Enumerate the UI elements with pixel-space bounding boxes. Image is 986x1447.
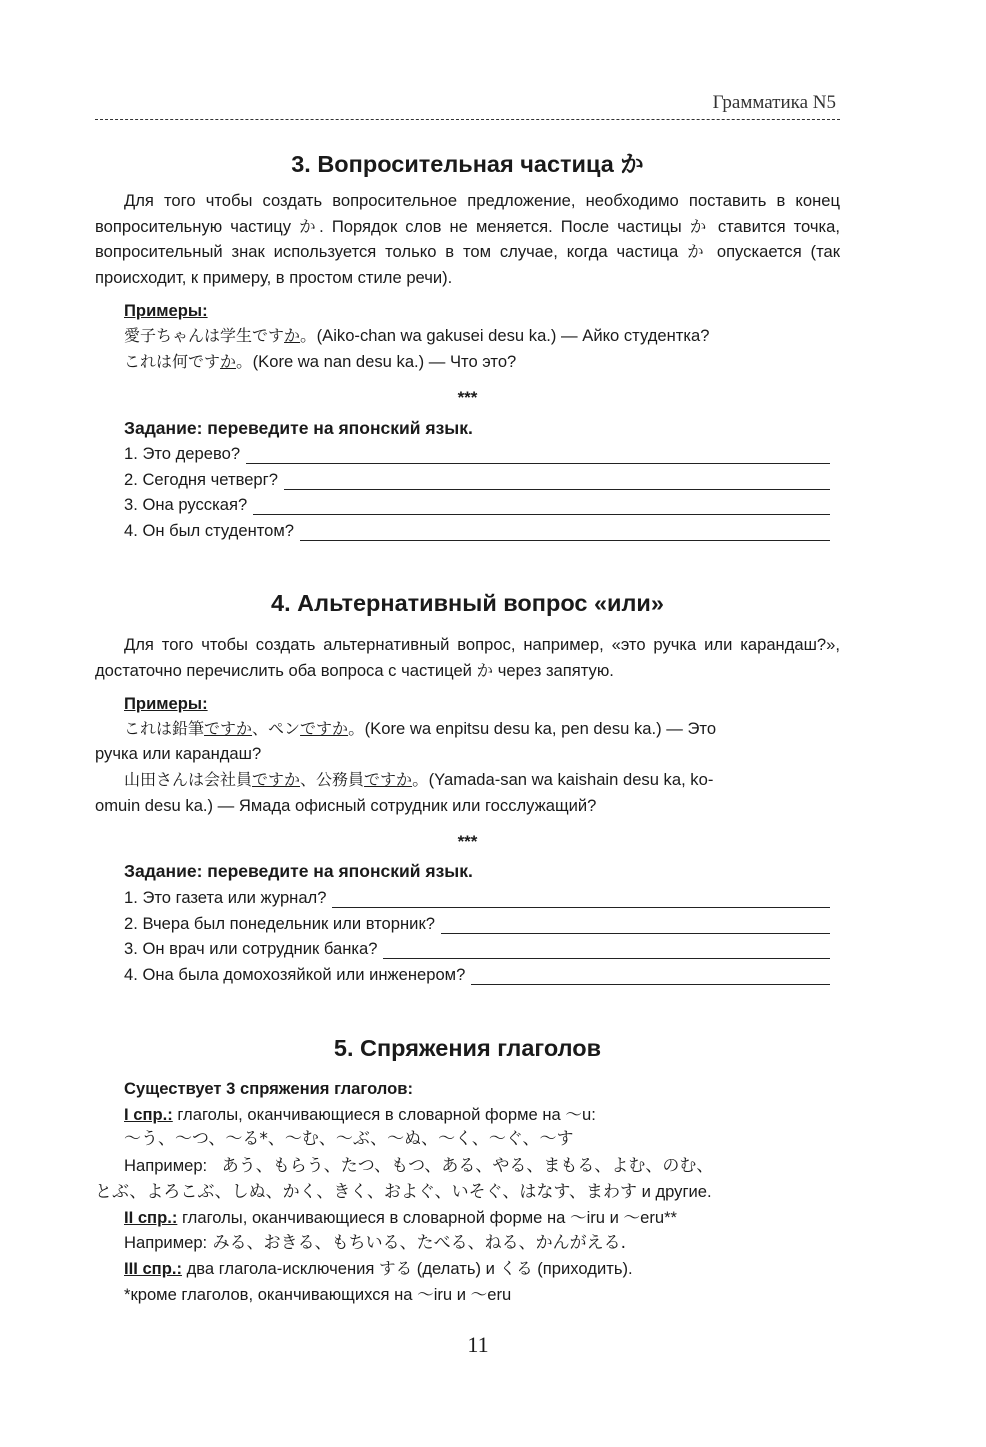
task-question: 3. Она русская? — [124, 495, 248, 514]
example-1-japanese-2: 、ペン — [252, 719, 301, 738]
example-2-japanese-2: 、公務員 — [300, 770, 365, 789]
example-2-translation: 。(Yamada-san wa kaishain desu ka, ko- — [412, 770, 714, 789]
answer-blank[interactable] — [246, 449, 830, 464]
example-2-desuka: ですか — [252, 770, 301, 789]
conjugation-1-examples-continued — [95, 1179, 712, 1206]
section-4-task-title: Задание: переведите на японский язык. — [124, 861, 473, 881]
section-3-title: 3. Вопросительная частица か — [291, 151, 644, 177]
task-question: 4. Он был студентом? — [124, 521, 295, 540]
conjugation-1-text: глаголы, оканчивающиеся в словарной форме на ～u: — [172, 1105, 596, 1124]
example-1-japanese: 愛子ちゃんは学生です — [124, 326, 285, 345]
conjugation-2-examples — [124, 1230, 626, 1257]
examples-japanese: みる、おきる、もちいる、たべる、ねる、かんがえる. — [207, 1233, 626, 1253]
answer-blank[interactable] — [383, 944, 830, 959]
conjugation-2-label: II спр.: — [124, 1208, 178, 1227]
section-4-example-1 — [124, 716, 716, 742]
section-3-example-2 — [124, 349, 516, 375]
task-question: 1. Это дерево? — [124, 444, 241, 463]
conjugation-2-line — [124, 1205, 677, 1231]
task-question: 1. Это газета или журнал? — [124, 888, 327, 907]
examples-label: Например: — [124, 1156, 208, 1175]
example-1-translation: 。(Kore wa enpitsu desu ka, pen desu ka.) — Это — [348, 719, 717, 738]
conjugation-1-line — [124, 1102, 596, 1128]
example-1-particle: か — [284, 326, 301, 345]
section-4-title: 4. Альтернативный вопрос «или» — [271, 590, 664, 616]
examples-label: Например: — [124, 1233, 208, 1252]
example-2-japanese: これは何です — [124, 352, 221, 371]
section-4-task-row — [124, 914, 830, 934]
page-number: 11 — [467, 1332, 489, 1357]
example-1-japanese: これは鉛筆 — [124, 719, 205, 738]
section-4-intro: Для того чтобы создать альтернативный вопрос, например, «это ручка или карандаш?», достаточно перечислить оба вопроса с частицей か через запятую. — [95, 635, 840, 680]
footnote: *кроме глаголов, оканчивающихся на ～iru и ～eru — [124, 1285, 512, 1304]
section-3-examples-label: Примеры: — [124, 301, 208, 320]
section-5-lead: Существует 3 спряжения глаголов: — [124, 1079, 413, 1098]
section-3-task-row — [124, 495, 830, 515]
conjugation-1-examples — [124, 1153, 713, 1180]
section-4-example-2-continued: omuin desu ka.) — Ямада офисный сотрудник или госслужащий? — [95, 796, 597, 815]
example-2-translation: 。(Kore wa nan desu ka.) — Что это? — [236, 352, 517, 371]
section-3-task-row — [124, 470, 830, 490]
section-5-title: 5. Спряжения глаголов — [333, 1035, 602, 1061]
task-question: 2. Сегодня четверг? — [124, 470, 278, 489]
section-4-separator: *** — [457, 832, 478, 851]
header-dashed-rule — [95, 119, 840, 120]
section-4-task-row — [124, 888, 830, 908]
example-2-japanese: 山田さんは会社員 — [124, 770, 253, 789]
section-4-task-row — [124, 939, 830, 959]
conjugation-3-text: два глагола-исключения する (делать) и くる (приходить). — [181, 1259, 633, 1278]
section-4-task-row — [124, 965, 830, 985]
section-3-task-title: Задание: переведите на японский язык. — [124, 418, 473, 438]
example-1-desuka-2: ですか — [300, 719, 349, 738]
conjugation-3-line — [124, 1256, 633, 1282]
running-header: Грамматика N5 — [712, 92, 836, 113]
task-question: 2. Вчера был понедельник или вторник? — [124, 914, 435, 933]
section-3-task-row — [124, 444, 830, 464]
section-4-example-2 — [124, 767, 713, 793]
conjugation-1-label: I спр.: — [124, 1105, 173, 1124]
section-3-separator: *** — [457, 388, 478, 407]
task-question: 4. Она была домохозяйкой или инженером? — [124, 965, 466, 984]
examples-japanese-2: とぶ、よろこぶ、しぬ、かく、きく、およぐ、いそぐ、はなす、まわす — [95, 1182, 637, 1202]
section-4-examples-label: Примеры: — [124, 694, 208, 713]
answer-blank[interactable] — [253, 500, 830, 515]
answer-blank[interactable] — [284, 475, 830, 490]
examples-japanese: あう、もらう、たつ、もつ、ある、やる、まもる、よむ、のむ、 — [221, 1156, 714, 1176]
conjugation-3-label: III спр.: — [124, 1259, 182, 1278]
answer-blank[interactable] — [471, 970, 830, 985]
example-2-particle: か — [220, 352, 237, 371]
answer-blank[interactable] — [332, 893, 830, 908]
conjugation-2-text: глаголы, оканчивающиеся в словарной форме на ～iru и ～eru** — [177, 1208, 678, 1227]
examples-tail: и другие. — [636, 1182, 712, 1201]
conjugation-1-endings: ～う、～つ、～る*、～む、～ぶ、～ぬ、～く、～ぐ、～す — [124, 1129, 574, 1149]
answer-blank[interactable] — [300, 526, 830, 541]
example-1-translation: 。(Aiko-chan wa gakusei desu ka.) — Айко студентка? — [300, 326, 710, 345]
section-3-task-row — [124, 521, 830, 541]
task-question: 3. Он врач или сотрудник банка? — [124, 939, 378, 958]
section-3-intro: Для того чтобы создать вопросительное предложение, необходимо поставить в конец вопросительную частицу か. Порядок слов не меняется. После частицы か ставится точка, вопросительный знак используется только в том случае, когда частица か опускается (так происходит, к примеру, в простом стиле речи). — [95, 191, 840, 287]
example-1-desuka: ですか — [204, 719, 253, 738]
example-2-desuka-2: ですか — [364, 770, 413, 789]
section-3-example-1 — [124, 323, 709, 349]
answer-blank[interactable] — [441, 919, 830, 934]
section-4-example-1-continued: ручка или карандаш? — [95, 744, 262, 763]
